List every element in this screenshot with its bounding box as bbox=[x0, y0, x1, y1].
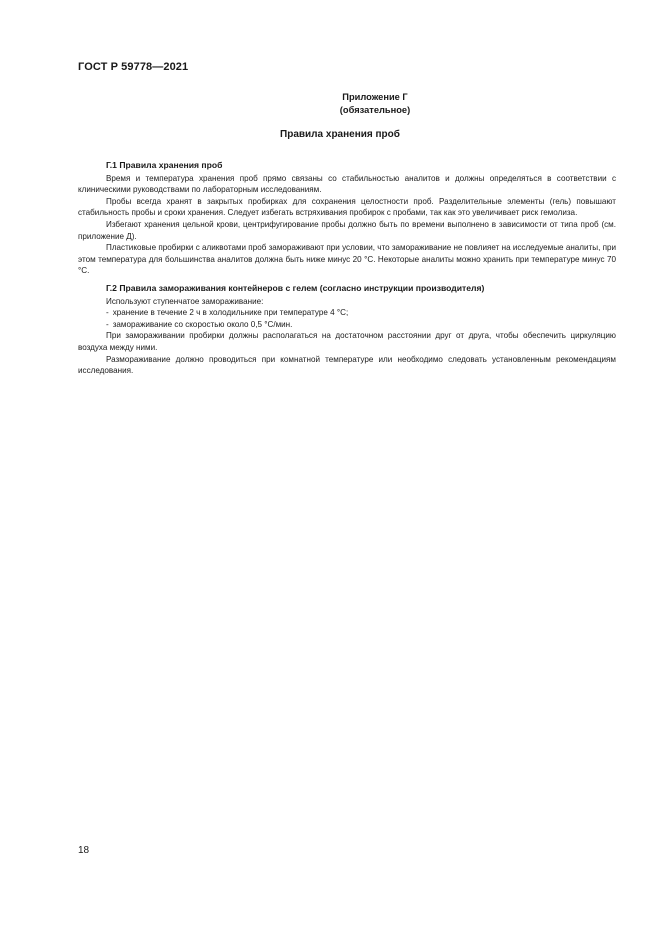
list-item bbox=[78, 307, 616, 319]
document-header: ГОСТ Р 59778—2021 bbox=[78, 61, 189, 73]
appendix-block bbox=[260, 91, 490, 117]
paragraph: Время и температура хранения проб прямо связаны со стабильностью аналитов и должны определяться в соответствии с клиническими руководствами по лабораторным исследованиям. bbox=[78, 173, 616, 195]
document-body bbox=[78, 160, 616, 377]
list-item bbox=[78, 319, 616, 331]
paragraph: Используют ступенчатое замораживание: bbox=[106, 296, 264, 306]
appendix-label: Приложение Г bbox=[342, 92, 408, 102]
section-heading: Г.2 Правила замораживания контейнеров с гелем (согласно инструкции производителя) bbox=[106, 282, 485, 293]
appendix-status: (обязательное) bbox=[339, 105, 411, 115]
dash-marker: - bbox=[106, 308, 109, 318]
dash-marker: - bbox=[106, 319, 109, 329]
paragraph: Пластиковые пробирки с аликвотами проб замораживают при условии, что замораживание не повлияет на исследуемые аналиты, при этом температура для большинства аналитов должна быть ниже минус 20 °С. Некоторые аналиты можно хранить при температуре минус 70 °С. bbox=[78, 243, 616, 276]
page-number: 18 bbox=[78, 845, 90, 856]
paragraph: Избегают хранения цельной крови, центрифугирование пробы должно быть по времени выполнено в зависимости от типа проб (см. приложение Д). bbox=[78, 219, 616, 241]
paragraph: Размораживание должно проводиться при комнатной температуре или необходимо следовать установленным рекомендациям исследования. bbox=[78, 354, 616, 376]
section-heading: Г.1 Правила хранения проб bbox=[106, 160, 223, 170]
list-item-text: хранение в течение 2 ч в холодильнике при температуре 4 °С; bbox=[112, 308, 349, 318]
paragraph: При замораживании пробирки должны располагаться на достаточном расстоянии друг от друга, чтобы обеспечить циркуляцию воздуха между ними. bbox=[78, 331, 616, 352]
page-title: Правила хранения проб bbox=[280, 129, 400, 140]
list-item-text: замораживание со скоростью около 0,5 °С/мин. bbox=[112, 319, 293, 329]
paragraph: Пробы всегда хранят в закрытых пробирках для сохранения целостности проб. Разделительные элементы (гель) повышают стабильность пробы и сроки хранения. Следует избегать встряхивания пробирок с пробами, так как это увеличивает риск гемолиза. bbox=[78, 196, 616, 218]
